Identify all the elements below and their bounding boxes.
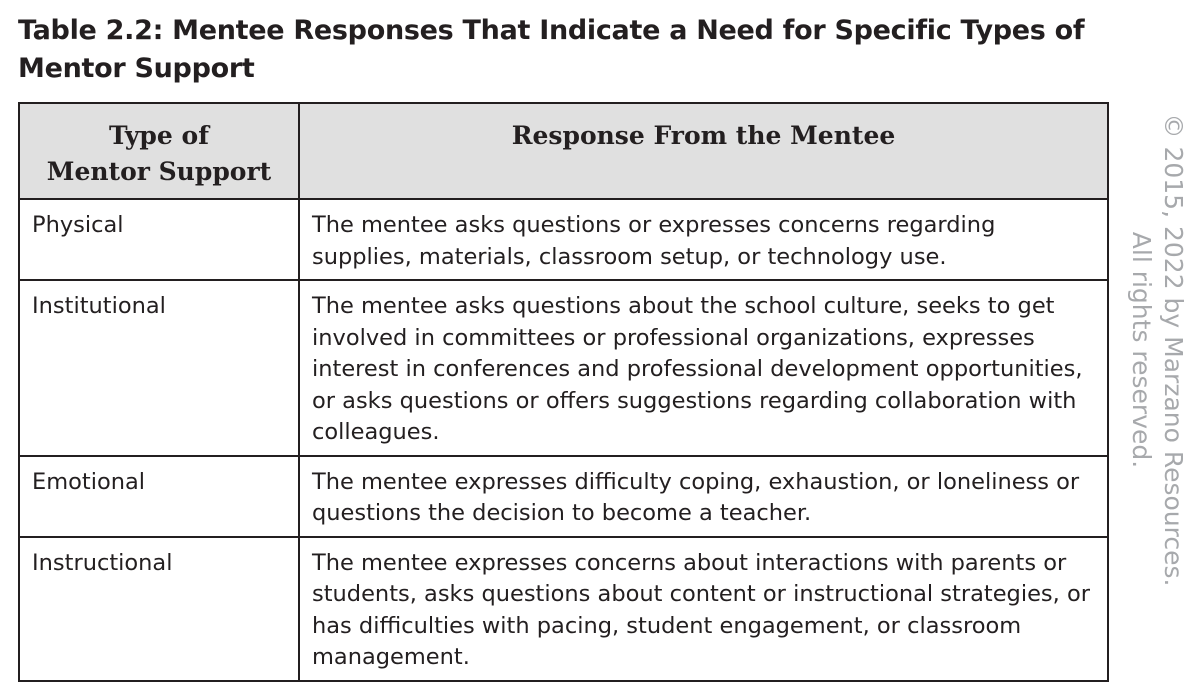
header-type-line-2: Mentor Support	[46, 157, 272, 186]
table-header-row	[19, 103, 1108, 199]
response-cell: The mentee asks questions about the school culture, seeks to get involved in committees or professional organizations, expresses interest in conferences and professional development opportunities, or asks questions or offers suggestions regarding collaboration with colleagues.	[299, 280, 1108, 456]
table-row-institutional	[19, 280, 1108, 456]
table-row-instructional	[19, 537, 1108, 681]
copyright-line-1: © 2015, 2022 by Marzano Resources.	[1159, 113, 1188, 587]
table-title	[18, 12, 1098, 88]
table-row-physical	[19, 199, 1108, 280]
response-cell: The mentee asks questions or expresses concerns regarding supplies, materials, classroom setup, or technology use.	[299, 199, 1108, 280]
type-cell: Physical	[19, 199, 299, 280]
header-type-line-1: Type of	[109, 121, 209, 150]
response-cell: The mentee expresses concerns about interactions with parents or students, asks questions about content or instructional strategies, or has difficulties with pacing, student engagement, or classroom management.	[299, 537, 1108, 681]
header-response-from-mentee: Response From the Mentee	[299, 103, 1108, 199]
table-title-line-1: Table 2.2: Mentee Responses That Indicate a Need for Specific Types of	[18, 15, 1085, 46]
type-cell: Instructional	[19, 537, 299, 681]
mentor-support-table	[18, 102, 1109, 682]
copyright-line-2: All rights reserved.	[1127, 231, 1156, 469]
type-cell: Institutional	[19, 280, 299, 456]
type-cell: Emotional	[19, 456, 299, 537]
table-row-emotional	[19, 456, 1108, 537]
mentor-support-table-container	[18, 102, 1107, 682]
table-title-line-2: Mentor Support	[18, 53, 255, 84]
copyright-notice	[1125, 90, 1189, 610]
header-type-of-mentor-support	[19, 103, 299, 199]
response-cell: The mentee expresses difficulty coping, exhaustion, or loneliness or questions the decision to become a teacher.	[299, 456, 1108, 537]
